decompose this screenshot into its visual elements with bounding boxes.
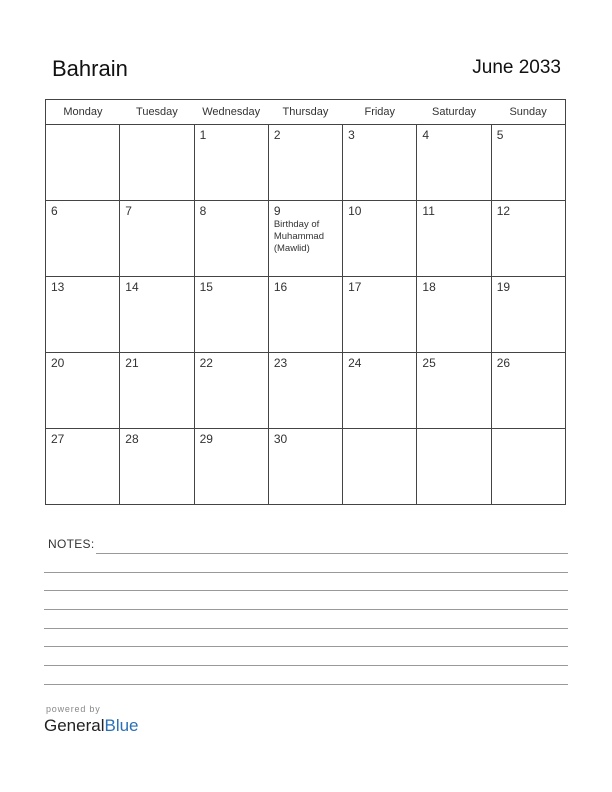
day-number: 19 — [496, 280, 511, 294]
day-cell — [491, 201, 565, 277]
day-number: 16 — [273, 280, 288, 294]
day-cell — [46, 429, 120, 505]
week-row — [46, 353, 566, 429]
day-number: 2 — [273, 128, 281, 142]
day-cell — [343, 429, 417, 505]
day-cell — [194, 429, 268, 505]
day-number: 8 — [199, 204, 207, 218]
weekday-header: Thursday — [268, 100, 342, 125]
day-cell — [343, 353, 417, 429]
day-cell — [194, 277, 268, 353]
brand-logo[interactable] — [44, 716, 139, 736]
holiday-event: Birthday of Muhammad (Mawlid) — [273, 219, 325, 254]
day-number: 26 — [496, 356, 511, 370]
month-year-title: June 2033 — [472, 57, 561, 78]
weekday-header: Friday — [343, 100, 417, 125]
day-cell — [120, 277, 194, 353]
day-number: 3 — [348, 128, 355, 142]
brand-name-part2: Blue — [104, 716, 139, 735]
day-number: 7 — [125, 204, 132, 218]
day-cell — [343, 277, 417, 353]
day-cell — [343, 201, 417, 277]
day-cell — [268, 125, 342, 201]
day-number: 5 — [496, 128, 504, 142]
day-cell — [343, 125, 417, 201]
day-cell — [491, 429, 565, 505]
day-cell — [268, 277, 342, 353]
day-number: 29 — [199, 432, 213, 446]
day-number: 11 — [422, 204, 435, 218]
notes-line — [44, 609, 568, 610]
day-cell — [417, 125, 491, 201]
notes-line — [44, 646, 568, 647]
calendar-grid — [45, 99, 566, 505]
country-title: Bahrain — [52, 56, 128, 81]
notes-line — [44, 590, 568, 591]
day-number: 17 — [348, 280, 362, 294]
day-number: 24 — [348, 356, 362, 370]
day-number: 28 — [125, 432, 139, 446]
day-number: 12 — [496, 204, 511, 218]
day-cell — [417, 277, 491, 353]
day-cell — [417, 201, 491, 277]
day-cell — [46, 125, 120, 201]
day-cell — [194, 201, 268, 277]
week-row — [46, 429, 566, 505]
day-cell — [417, 429, 491, 505]
day-number: 4 — [422, 128, 430, 142]
day-number: 18 — [422, 280, 436, 294]
notes-line — [44, 684, 568, 685]
day-number: 23 — [273, 356, 288, 370]
day-number: 13 — [51, 280, 65, 294]
brand-name-part1: General — [44, 716, 105, 735]
weekday-header: Monday — [46, 100, 120, 125]
day-number: 1 — [199, 128, 207, 142]
day-number: 15 — [199, 280, 213, 294]
notes-line — [44, 572, 568, 573]
weekday-header: Tuesday — [120, 100, 194, 125]
day-cell — [491, 353, 565, 429]
day-cell — [120, 353, 194, 429]
weekday-header: Saturday — [417, 100, 491, 125]
powered-by-text: powered by — [46, 704, 101, 714]
day-number: 9 — [273, 204, 281, 218]
notes-line — [96, 553, 568, 554]
day-number: 27 — [51, 432, 65, 446]
week-row — [46, 277, 566, 353]
day-number: 30 — [273, 432, 288, 446]
day-cell — [194, 125, 268, 201]
weekday-header-row — [46, 100, 566, 125]
day-cell — [120, 429, 194, 505]
day-cell — [194, 353, 268, 429]
day-cell — [46, 353, 120, 429]
day-cell — [120, 201, 194, 277]
day-cell — [268, 429, 342, 505]
notes-line — [44, 628, 568, 629]
day-number: 20 — [51, 356, 65, 370]
week-row — [46, 201, 566, 277]
day-cell — [120, 125, 194, 201]
day-cell — [268, 353, 342, 429]
notes-line — [44, 665, 568, 666]
notes-label: NOTES: — [48, 537, 95, 551]
day-cell — [491, 125, 565, 201]
week-row — [46, 125, 566, 201]
weekday-header: Sunday — [491, 100, 565, 125]
day-number: 10 — [348, 204, 362, 218]
day-cell — [46, 277, 120, 353]
weekday-header: Wednesday — [194, 100, 268, 125]
day-cell — [46, 201, 120, 277]
day-cell — [268, 201, 342, 277]
day-number: 22 — [199, 356, 213, 370]
day-cell — [491, 277, 565, 353]
day-number: 21 — [125, 356, 139, 370]
day-number: 25 — [422, 356, 436, 370]
day-number: 6 — [51, 204, 58, 218]
day-cell — [417, 353, 491, 429]
day-number: 14 — [125, 280, 139, 294]
